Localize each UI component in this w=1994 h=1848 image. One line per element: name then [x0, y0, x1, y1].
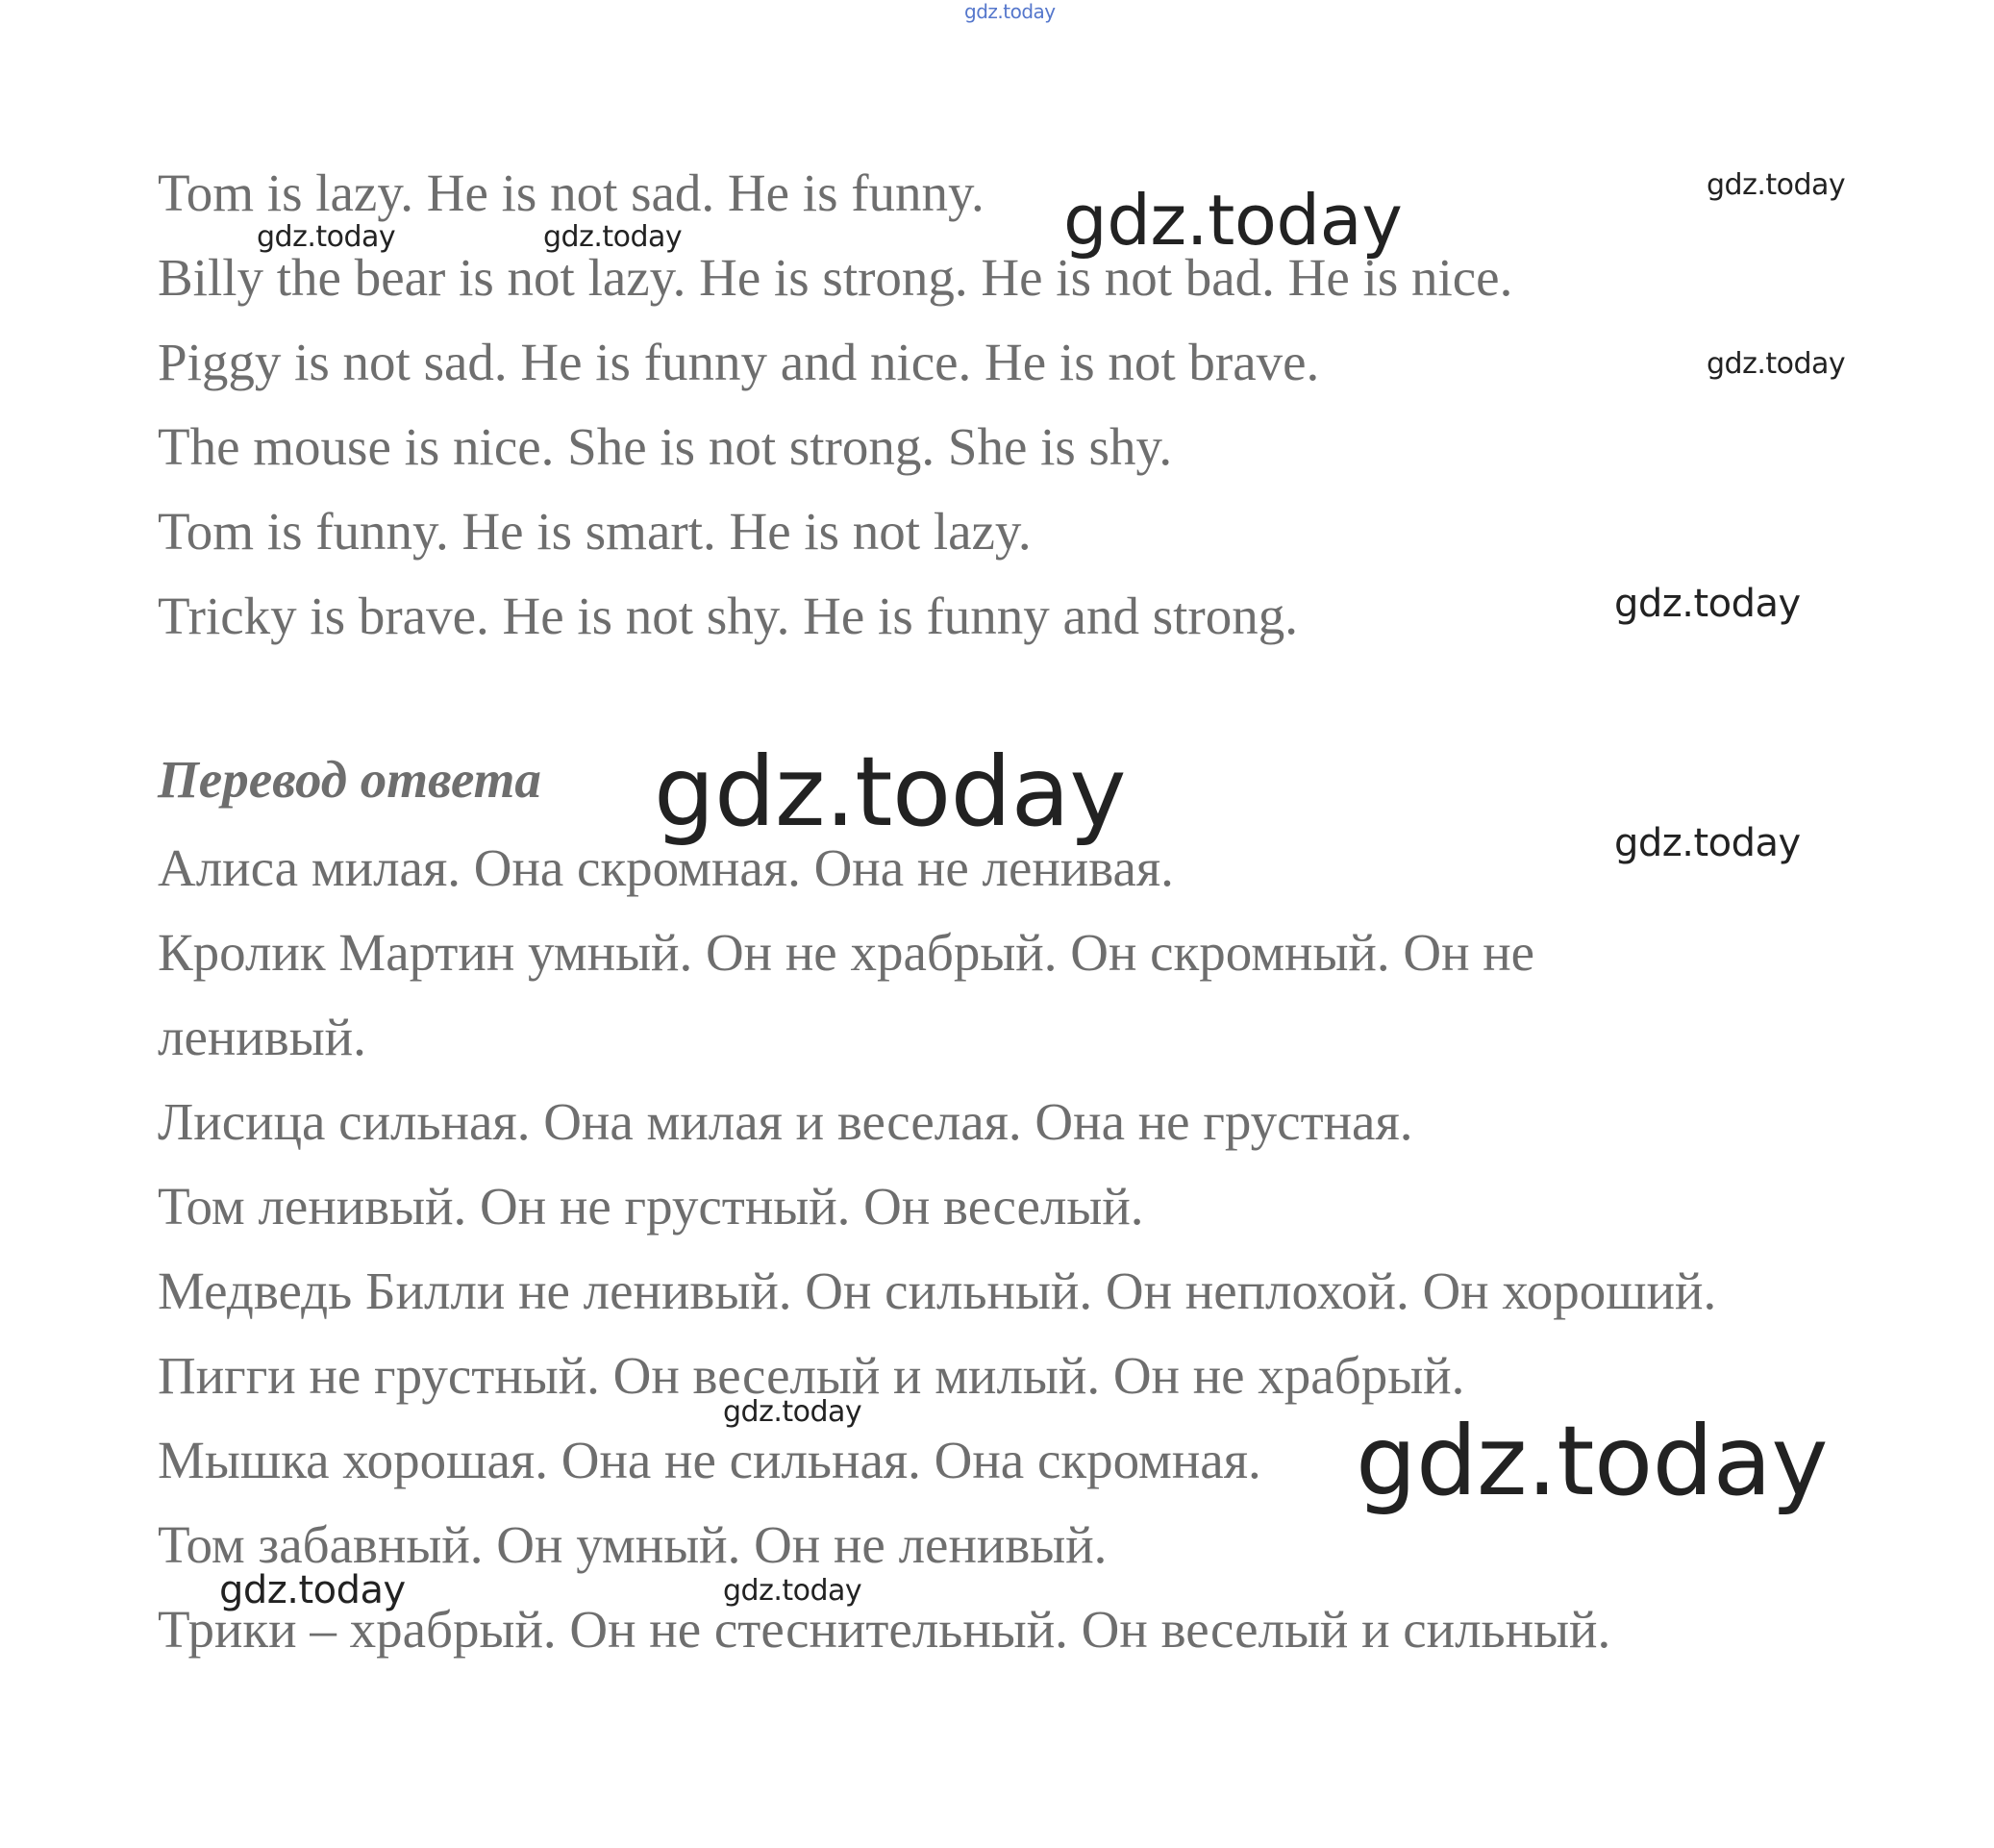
- english-line-4: The mouse is nice. She is not strong. She is shy.: [158, 417, 1173, 476]
- watermark-xlarge: gdz.today: [654, 736, 1127, 848]
- russian-line-2: Кролик Мартин умный. Он не храбрый. Он скромный. Он не: [158, 923, 1535, 982]
- watermark-small: gdz.today: [1707, 347, 1846, 381]
- russian-line-9: Том забавный. Он умный. Он не ленивый.: [158, 1515, 1108, 1574]
- russian-line-1: Алиса милая. Она скромная. Она не ленивая.: [158, 838, 1174, 897]
- russian-line-3: ленивый.: [158, 1008, 366, 1066]
- watermark-small: gdz.today: [723, 1395, 862, 1429]
- watermark-medium: gdz.today: [1614, 582, 1801, 626]
- russian-line-8: Мышка хорошая. Она не сильная. Она скромная.: [158, 1431, 1261, 1489]
- english-line-2: Billy the bear is not lazy. He is strong. He is not bad. He is nice.: [158, 248, 1513, 307]
- watermark-large: gdz.today: [1063, 180, 1403, 261]
- english-line-5: Tom is funny. He is smart. He is not lazy.: [158, 502, 1032, 561]
- watermark-small: gdz.today: [257, 220, 396, 254]
- russian-line-10: Трики – храбрый. Он не стеснительный. Он веселый и сильный.: [158, 1600, 1611, 1659]
- russian-line-6: Медведь Билли не ленивый. Он сильный. Он неплохой. Он хороший.: [158, 1261, 1717, 1320]
- russian-line-5: Том ленивый. Он не грустный. Он веселый.: [158, 1177, 1144, 1236]
- watermark-small: gdz.today: [723, 1574, 862, 1608]
- english-line-3: Piggy is not sad. He is funny and nice. He is not brave.: [158, 333, 1320, 391]
- watermark-top: gdz.today: [964, 0, 1056, 23]
- watermark-small: gdz.today: [1707, 168, 1846, 202]
- russian-line-4: Лисица сильная. Она милая и веселая. Она не грустная.: [158, 1092, 1413, 1151]
- watermark-medium: gdz.today: [1614, 821, 1801, 865]
- watermark-xlarge: gdz.today: [1356, 1405, 1829, 1517]
- watermark-small: gdz.today: [543, 220, 683, 254]
- russian-line-7: Пигги не грустный. Он веселый и милый. Он не храбрый.: [158, 1346, 1465, 1405]
- english-line-6: Tricky is brave. He is not shy. He is funny and strong.: [158, 587, 1298, 645]
- translation-heading: Перевод ответа: [158, 750, 541, 809]
- english-line-1: Tom is lazy. He is not sad. He is funny.: [158, 163, 985, 222]
- watermark-medium: gdz.today: [219, 1568, 406, 1612]
